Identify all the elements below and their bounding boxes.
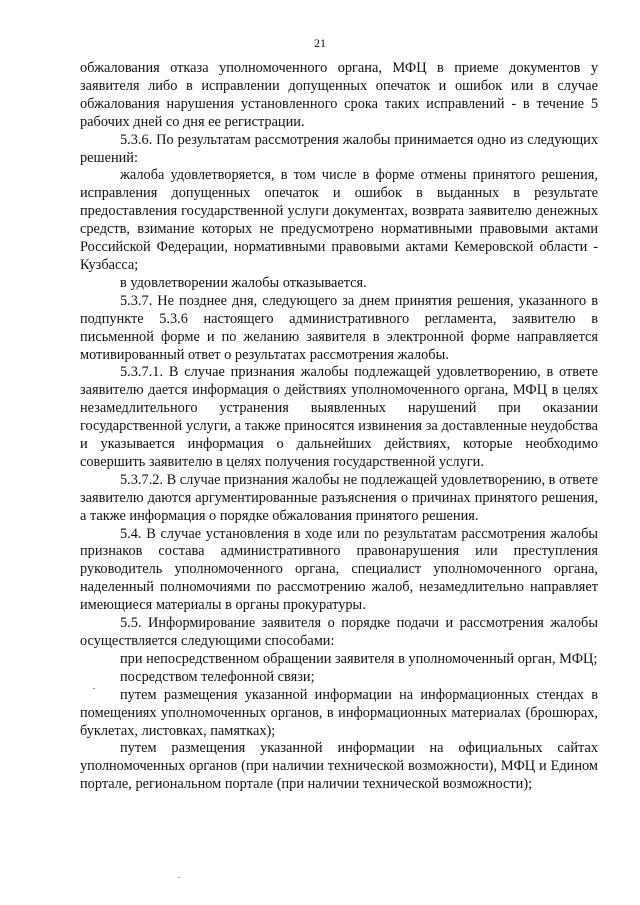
paragraph: обжалования отказа уполномоченного органа, МФЦ в приеме документов у заявителя либо в исправлении допущенных опечаток и ошибок или в случае обжалования нарушения установленного срока таких исправлений - в течение 5 рабочих дней со дня ее регистрации. — [80, 60, 598, 130]
document-body — [80, 60, 598, 794]
paragraph: 5.3.7. Не позднее дня, следующего за днем принятия решения, указанного в подпункте 5.3.6 настоящего административного регламента, заявителю в письменной форме и по желанию заявителя в электронной форме направляется мотивированный ответ о результатах рассмотрения жалобы. — [80, 292, 598, 363]
paragraph: посредством телефонной связи; — [120, 668, 315, 685]
paragraph: путем размещения указанной информации на информационных стендах в помещениях уполномоченных органов, в информационных материалах (брошюрах, буклетах, листовках, памятках); — [80, 686, 598, 739]
paragraph: жалоба удовлетворяется, в том числе в форме отмены принятого решения, исправления допущенных опечаток и ошибок в выданных в результате предоставления государственной услуги документах, возврата заявителю денежных средств, взимание которых не предусмотрено нормативными правовыми актами Российской Федерации, нормативными правовыми актами Кемеровской области - Кузбасса; — [80, 167, 598, 273]
scan-speck — [178, 877, 180, 878]
paragraph: 5.5. Информирование заявителя о порядке подачи и рассмотрения жалобы осуществляется следующими способами: — [80, 615, 598, 649]
page-number: 21 — [314, 36, 326, 50]
paragraph: 5.3.6. По результатам рассмотрения жалобы принимается одно из следующих решений: — [80, 131, 598, 166]
paragraph: 5.4. В случае установления в ходе или по результатам рассмотрения жалобы признаков состава административного правонарушения или преступления руководитель уполномоченного органа, специалист уполномоченного органа, наделенный полномочиями по рассмотрению жалоб, незамедлительно направляет имеющиеся материалы в органы прокуратуры. — [80, 525, 598, 614]
paragraph: путем размещения указанной информации на официальных сайтах уполномоченных органов (при наличии технической возможности), МФЦ и Едином портале, региональном портале (при наличии технической возможности); — [80, 740, 598, 793]
paragraph: 5.3.7.2. В случае признания жалобы не подлежащей удовлетворению, в ответе заявителю даются аргументированные разъяснения о причинах принятого решения, а также информация о порядке обжалования принятого решения. — [80, 471, 598, 524]
scan-speck — [93, 688, 95, 689]
paragraph: в удовлетворении жалобы отказывается. — [120, 274, 367, 291]
paragraph: при непосредственном обращении заявителя в уполномоченный орган, МФЦ; — [120, 650, 598, 667]
paragraph: 5.3.7.1. В случае признания жалобы подлежащей удовлетворению, в ответе заявителю дается информация о действиях уполномоченного органа, МФЦ в целях незамедлительного устранения выявленных нарушений при оказании государственной услуги, а также приносятся извинения за доставленные неудобства и указывается информация о дальнейших действиях, которые необходимо совершить заявителю в целях получения государственной услуги. — [80, 364, 598, 470]
